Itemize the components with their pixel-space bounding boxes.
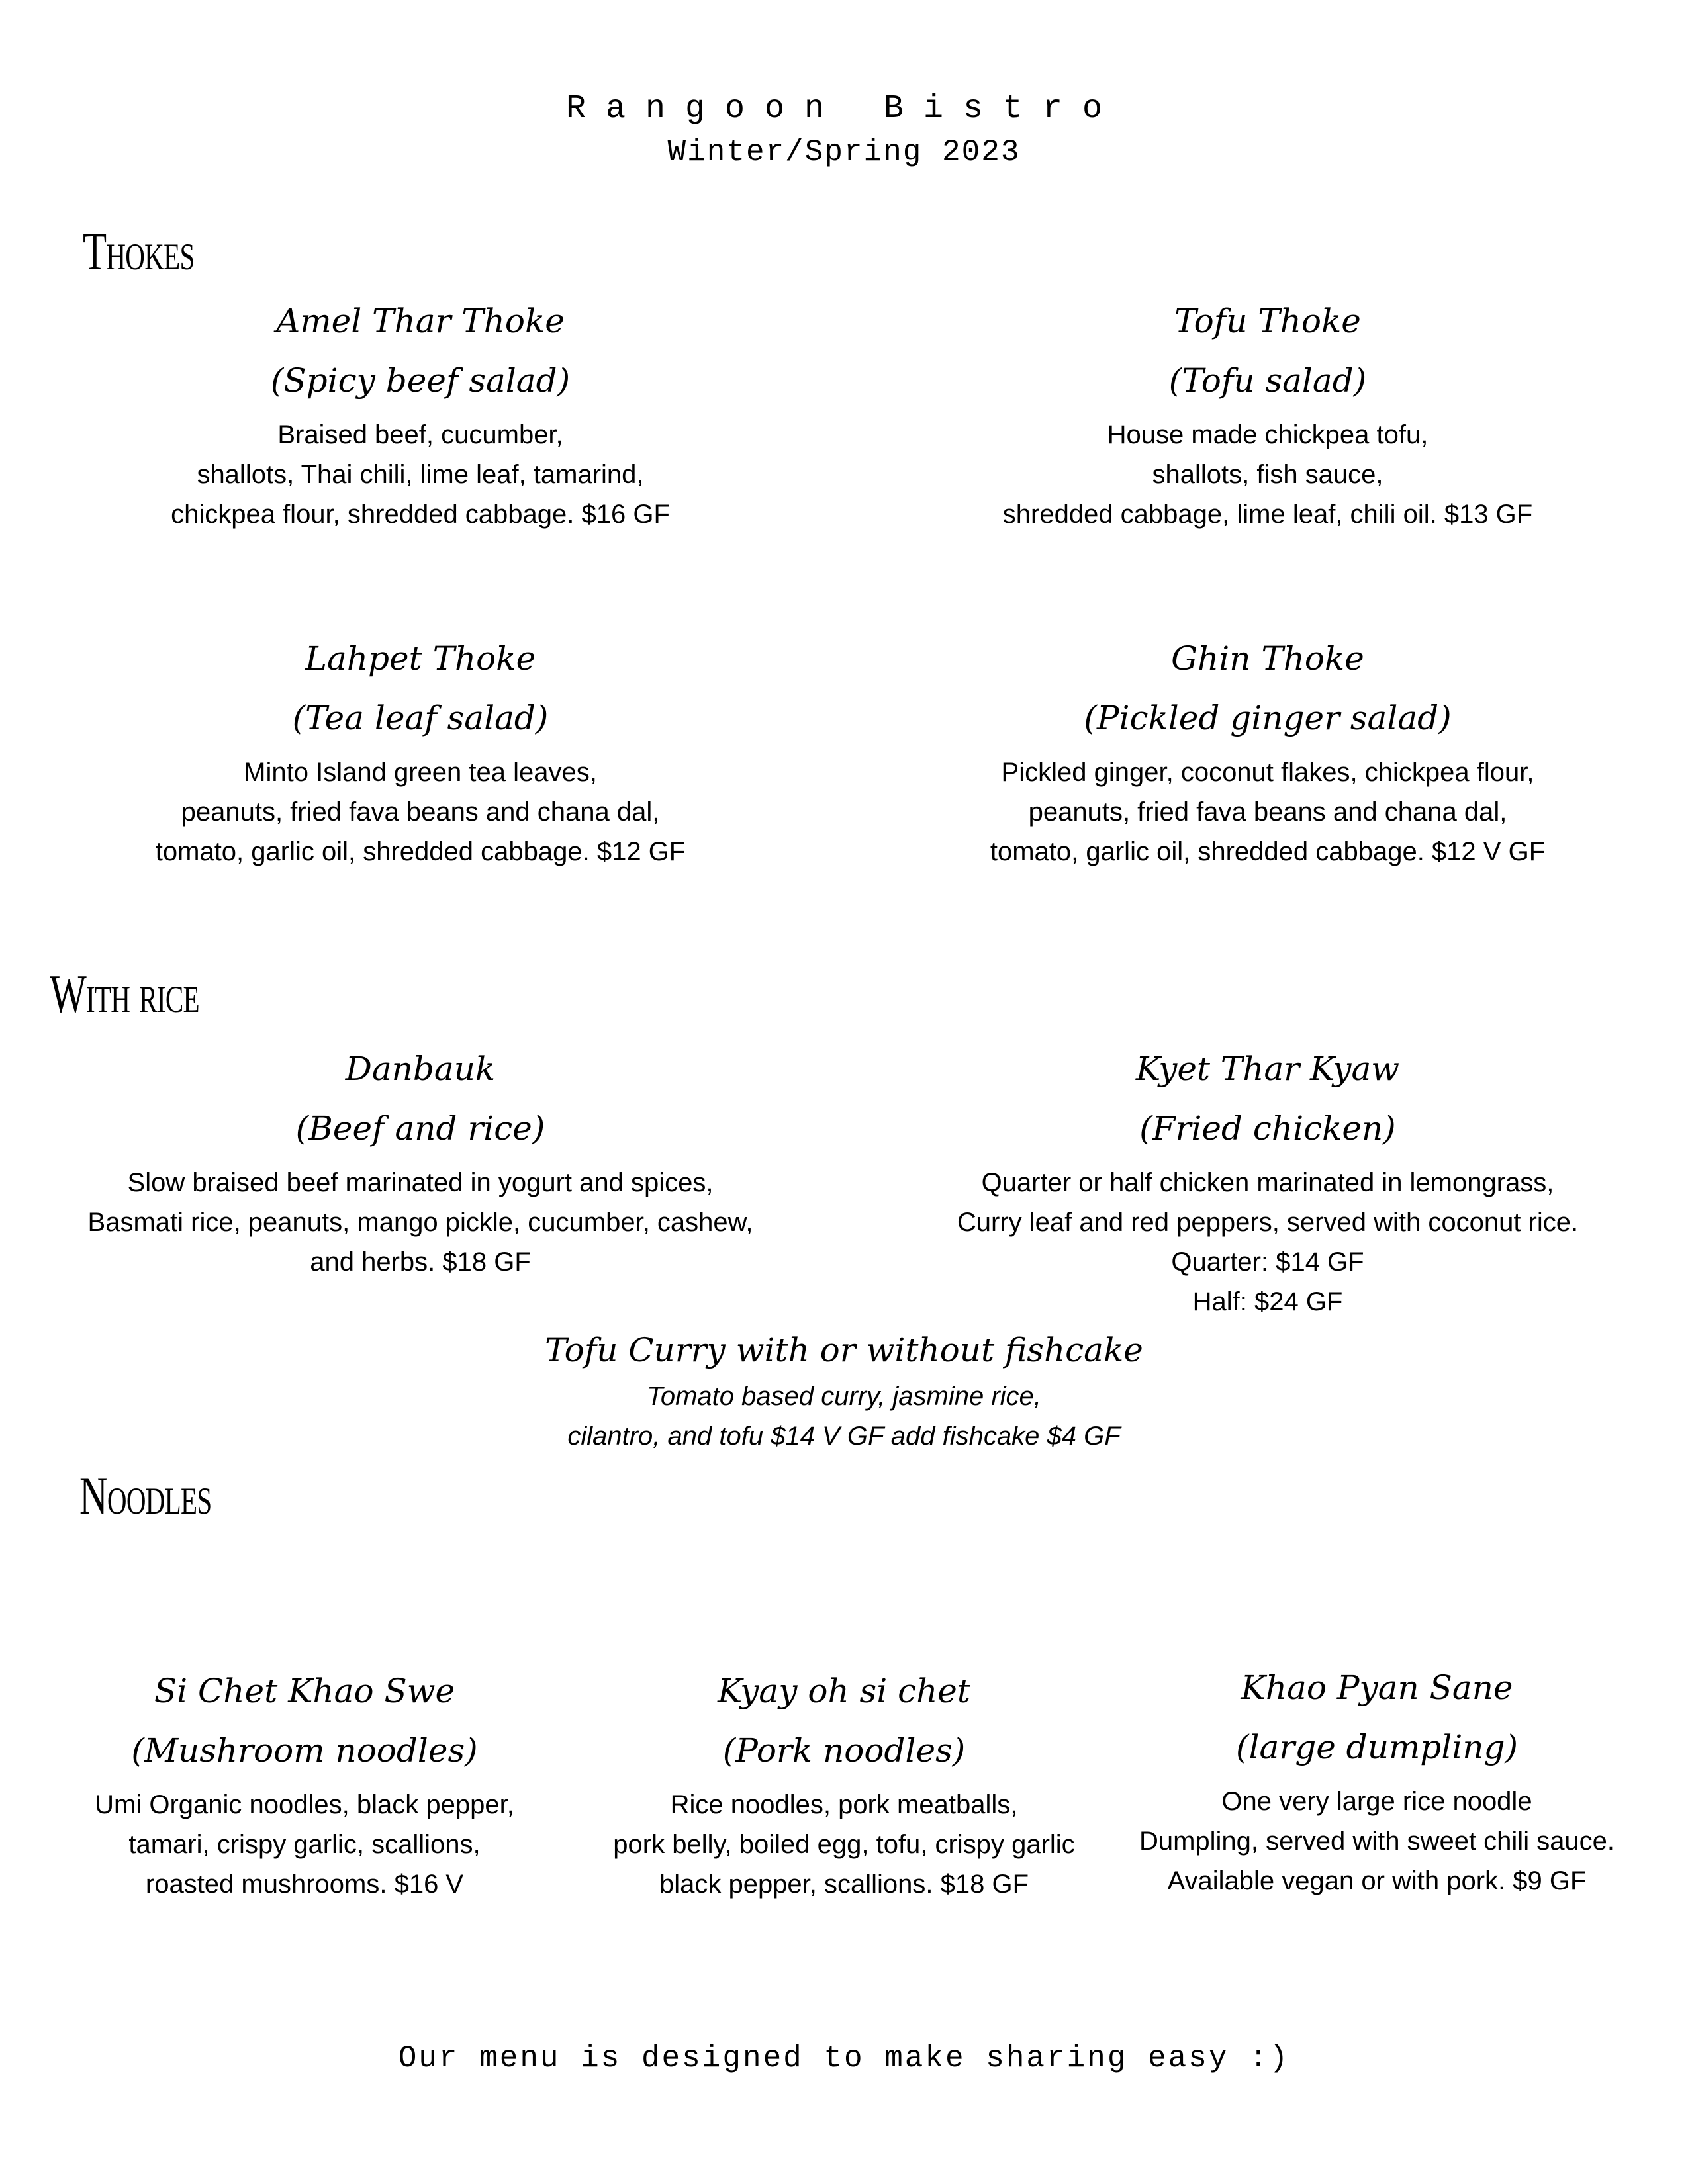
- item-subtitle: (Pork noodles): [722, 1731, 966, 1770]
- desc-line: Minto Island green tea leaves,: [244, 758, 597, 787]
- desc-line: and herbs. $18 GF: [310, 1248, 531, 1277]
- desc-line: chickpea flour, shredded cabbage. $16 GF: [171, 500, 670, 529]
- restaurant-title: Rangoon Bistro: [565, 90, 1123, 128]
- item-name: Kyay oh si chet: [718, 1672, 970, 1710]
- desc-line: One very large rice noodle: [1221, 1787, 1532, 1816]
- item-name: Amel Thar Thoke: [276, 302, 565, 340]
- desc-line: Rice noodles, pork meatballs,: [670, 1790, 1018, 1819]
- menu-item-kyay-oh-si-chet: [579, 1671, 1109, 1904]
- item-name: Danbauk: [345, 1050, 496, 1088]
- desc-line: Curry leaf and red peppers, served with coconut rice.: [957, 1208, 1579, 1237]
- desc-line: roasted mushrooms. $16 V: [145, 1870, 464, 1899]
- desc-line: black pepper, scallions. $18 GF: [659, 1870, 1029, 1899]
- desc-line: Dumpling, served with sweet chili sauce.: [1139, 1827, 1615, 1856]
- menu-item-lahpet-thoke: [40, 639, 801, 872]
- menu-item-khao-pyan-sane: [1112, 1668, 1642, 1901]
- desc-line: Umi Organic noodles, black pepper,: [95, 1790, 514, 1819]
- item-description: [40, 1163, 801, 1282]
- menu-season: Winter/Spring 2023: [667, 135, 1021, 169]
- item-description: [579, 1785, 1109, 1904]
- section-heading-with-rice: With rice: [50, 964, 199, 1024]
- desc-line: tomato, garlic oil, shredded cabbage. $12 V GF: [990, 837, 1546, 866]
- desc-line: pork belly, boiled egg, tofu, crispy garlic: [613, 1830, 1075, 1859]
- item-name: Khao Pyan Sane: [1241, 1668, 1513, 1707]
- desc-line: Basmati rice, peanuts, mango pickle, cucumber, cashew,: [87, 1208, 753, 1237]
- desc-line: Braised beef, cucumber,: [277, 420, 563, 449]
- desc-line: Slow braised beef marinated in yogurt and spices,: [127, 1168, 714, 1197]
- item-description: [40, 752, 801, 872]
- item-name: Lahpet Thoke: [305, 639, 536, 678]
- item-subtitle: (Pickled ginger salad): [1084, 699, 1452, 737]
- desc-line: tamari, crispy garlic, scallions,: [128, 1830, 481, 1859]
- item-description: [40, 1785, 569, 1904]
- item-subtitle: (Beef and rice): [295, 1109, 545, 1148]
- desc-line: Tomato based curry, jasmine rice,: [647, 1382, 1041, 1411]
- item-subtitle: (Tea leaf salad): [292, 699, 549, 737]
- section-heading-noodles: Noodles: [79, 1465, 212, 1525]
- desc-line: Pickled ginger, coconut flakes, chickpea flour,: [1001, 758, 1534, 787]
- menu-item-danbauk: [40, 1049, 801, 1282]
- menu-item-si-chet-khao-swe: [40, 1671, 569, 1904]
- item-name: Ghin Thoke: [1171, 639, 1364, 678]
- desc-line: shredded cabbage, lime leaf, chili oil. $13 GF: [1002, 500, 1533, 529]
- desc-line: shallots, fish sauce,: [1152, 460, 1383, 489]
- desc-line: Half: $24 GF: [1192, 1287, 1343, 1316]
- item-subtitle: (Fried chicken): [1139, 1109, 1396, 1148]
- menu-item-tofu-curry-description: [0, 1377, 1688, 1456]
- section-heading-thokes: Thokes: [83, 221, 195, 281]
- desc-line: tomato, garlic oil, shredded cabbage. $12 GF: [155, 837, 686, 866]
- desc-line: Available vegan or with pork. $9 GF: [1167, 1866, 1587, 1895]
- item-subtitle: (Spicy beef salad): [270, 361, 571, 400]
- item-name: Si Chet Khao Swe: [154, 1672, 455, 1710]
- item-description: [1112, 1782, 1642, 1901]
- menu-item-tofu-thoke: [887, 301, 1648, 534]
- item-name: Kyet Thar Kyaw: [1135, 1050, 1400, 1088]
- menu-item-kyet-thar-kyaw: [887, 1049, 1648, 1322]
- desc-line: House made chickpea tofu,: [1107, 420, 1429, 449]
- menu-item-tofu-curry-name: Tofu Curry with or without fishcake: [545, 1331, 1143, 1369]
- item-description: [40, 415, 801, 534]
- desc-line: peanuts, fried fava beans and chana dal,: [181, 797, 660, 827]
- item-description: [887, 752, 1648, 872]
- footer-note: Our menu is designed to make sharing easy :): [398, 2041, 1290, 2075]
- desc-line: Quarter: $14 GF: [1171, 1248, 1364, 1277]
- desc-line: cilantro, and tofu $14 V GF add fishcake $4 GF: [567, 1422, 1121, 1451]
- item-name: Tofu Thoke: [1174, 302, 1361, 340]
- item-subtitle: (large dumpling): [1235, 1728, 1519, 1766]
- desc-line: shallots, Thai chili, lime leaf, tamarind,: [197, 460, 644, 489]
- item-subtitle: (Tofu salad): [1168, 361, 1367, 400]
- desc-line: Quarter or half chicken marinated in lemongrass,: [981, 1168, 1554, 1197]
- item-subtitle: (Mushroom noodles): [131, 1731, 478, 1770]
- menu-item-amel-thar-thoke: [40, 301, 801, 534]
- item-description: [887, 1163, 1648, 1322]
- menu-item-ghin-thoke: [887, 639, 1648, 872]
- desc-line: peanuts, fried fava beans and chana dal,: [1028, 797, 1507, 827]
- item-description: [887, 415, 1648, 534]
